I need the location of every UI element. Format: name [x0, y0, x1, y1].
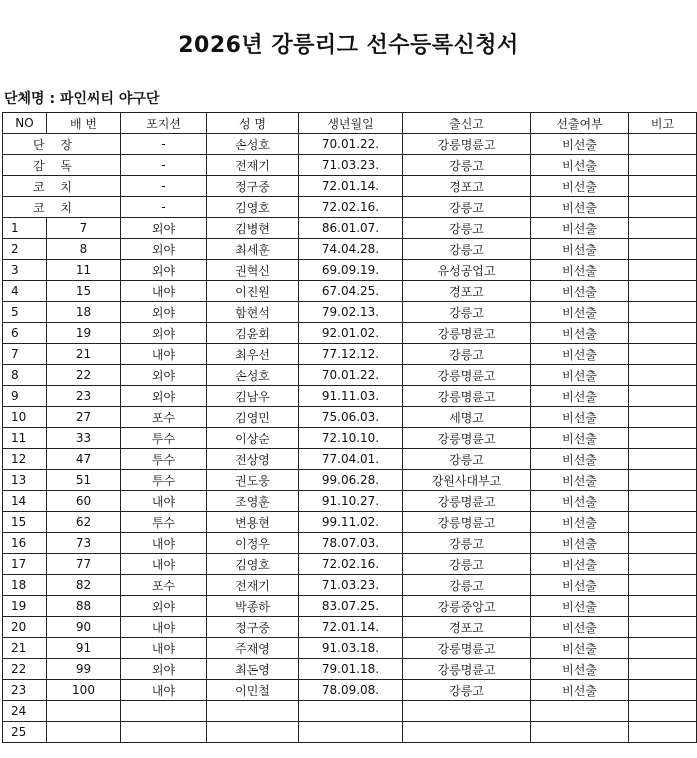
col-header-birth: 생년월일: [299, 113, 403, 134]
player-number: 51: [47, 470, 121, 491]
player-no: 5: [3, 302, 47, 323]
player-row: [3, 218, 697, 239]
staff-row: [3, 176, 697, 197]
player-status: 비선출: [531, 617, 629, 638]
player-number: 73: [47, 533, 121, 554]
player-position: 내야: [121, 638, 207, 659]
player-name: 최세훈: [207, 239, 299, 260]
player-name: 이진원: [207, 281, 299, 302]
col-header-school: 출신고: [403, 113, 531, 134]
player-row: [3, 575, 697, 596]
player-position: 포수: [121, 407, 207, 428]
player-status: 비선출: [531, 638, 629, 659]
player-no: 4: [3, 281, 47, 302]
player-position: 투수: [121, 449, 207, 470]
player-birth: 70.01.22.: [299, 365, 403, 386]
player-position: 내야: [121, 533, 207, 554]
staff-position: -: [121, 155, 207, 176]
player-position: 내야: [121, 344, 207, 365]
player-school: 강릉명륜고: [403, 638, 531, 659]
player-position: 투수: [121, 470, 207, 491]
player-name: 권혁신: [207, 260, 299, 281]
player-position: 포수: [121, 575, 207, 596]
player-note: [629, 701, 697, 722]
player-birth: 77.04.01.: [299, 449, 403, 470]
player-number: 21: [47, 344, 121, 365]
player-no: 9: [3, 386, 47, 407]
player-school: 강릉명륜고: [403, 428, 531, 449]
player-note: [629, 575, 697, 596]
player-row: [3, 428, 697, 449]
player-position: 외야: [121, 659, 207, 680]
staff-birth: 72.02.16.: [299, 197, 403, 218]
player-no: 20: [3, 617, 47, 638]
player-name: 조영훈: [207, 491, 299, 512]
player-no: 10: [3, 407, 47, 428]
player-row: [3, 491, 697, 512]
player-status: 비선출: [531, 323, 629, 344]
player-note: [629, 344, 697, 365]
player-row: [3, 386, 697, 407]
player-school: 강릉고: [403, 533, 531, 554]
player-birth: 77.12.12.: [299, 344, 403, 365]
player-birth: 67.04.25.: [299, 281, 403, 302]
player-position: 외야: [121, 386, 207, 407]
player-school: 유성공업고: [403, 260, 531, 281]
player-name: 정구중: [207, 617, 299, 638]
player-school: 세명고: [403, 407, 531, 428]
player-no: 25: [3, 722, 47, 743]
player-no: 13: [3, 470, 47, 491]
player-number: 82: [47, 575, 121, 596]
player-number: 100: [47, 680, 121, 701]
player-number: 18: [47, 302, 121, 323]
player-birth: 99.06.28.: [299, 470, 403, 491]
player-birth: 75.06.03.: [299, 407, 403, 428]
player-school: 강릉고: [403, 218, 531, 239]
player-no: 17: [3, 554, 47, 575]
player-status: 비선출: [531, 512, 629, 533]
player-number: [47, 722, 121, 743]
player-note: [629, 638, 697, 659]
player-status: 비선출: [531, 428, 629, 449]
player-note: [629, 554, 697, 575]
staff-status: 비선출: [531, 197, 629, 218]
player-number: 91: [47, 638, 121, 659]
player-row: [3, 449, 697, 470]
player-status: 비선출: [531, 575, 629, 596]
player-number: [47, 701, 121, 722]
player-position: 투수: [121, 428, 207, 449]
player-note: [629, 722, 697, 743]
player-name: [207, 701, 299, 722]
player-name: 주재영: [207, 638, 299, 659]
player-note: [629, 680, 697, 701]
player-number: 11: [47, 260, 121, 281]
player-school: [403, 722, 531, 743]
player-name: 김영호: [207, 554, 299, 575]
player-birth: 72.01.14.: [299, 617, 403, 638]
player-birth: 69.09.19.: [299, 260, 403, 281]
staff-row: [3, 134, 697, 155]
player-birth: 91.03.18.: [299, 638, 403, 659]
player-birth: 79.01.18.: [299, 659, 403, 680]
player-school: 강릉고: [403, 575, 531, 596]
player-position: 외야: [121, 260, 207, 281]
player-birth: 99.11.02.: [299, 512, 403, 533]
player-name: [207, 722, 299, 743]
player-status: 비선출: [531, 596, 629, 617]
player-row: [3, 344, 697, 365]
player-note: [629, 512, 697, 533]
player-position: 내야: [121, 554, 207, 575]
player-note: [629, 617, 697, 638]
player-number: 27: [47, 407, 121, 428]
staff-school: 강릉고: [403, 197, 531, 218]
staff-birth: 70.01.22.: [299, 134, 403, 155]
staff-name: 김영호: [207, 197, 299, 218]
player-row: [3, 617, 697, 638]
staff-name: 정구중: [207, 176, 299, 197]
player-birth: 78.07.03.: [299, 533, 403, 554]
page-title: 2026년 강릉리그 선수등록신청서: [178, 33, 519, 58]
player-birth: 79.02.13.: [299, 302, 403, 323]
col-header-no: NO: [3, 113, 47, 134]
player-note: [629, 659, 697, 680]
staff-note: [629, 155, 697, 176]
player-position: 외야: [121, 218, 207, 239]
player-name: 전재기: [207, 575, 299, 596]
player-position: 내야: [121, 680, 207, 701]
player-row: [3, 638, 697, 659]
player-no: 21: [3, 638, 47, 659]
player-note: [629, 260, 697, 281]
player-no: 19: [3, 596, 47, 617]
player-position: 외야: [121, 596, 207, 617]
player-school: 경포고: [403, 281, 531, 302]
player-birth: 78.09.08.: [299, 680, 403, 701]
player-school: 강릉고: [403, 449, 531, 470]
player-status: 비선출: [531, 680, 629, 701]
player-note: [629, 365, 697, 386]
staff-status: 비선출: [531, 134, 629, 155]
staff-position: -: [121, 134, 207, 155]
player-status: 비선출: [531, 659, 629, 680]
player-status: 비선출: [531, 218, 629, 239]
player-note: [629, 239, 697, 260]
player-name: 이정우: [207, 533, 299, 554]
player-note: [629, 323, 697, 344]
player-status: 비선출: [531, 491, 629, 512]
player-row: [3, 680, 697, 701]
player-status: 비선출: [531, 470, 629, 491]
player-note: [629, 218, 697, 239]
player-position: 외야: [121, 365, 207, 386]
player-name: 함현석: [207, 302, 299, 323]
player-name: 이상순: [207, 428, 299, 449]
player-note: [629, 491, 697, 512]
staff-status: 비선출: [531, 176, 629, 197]
player-status: [531, 701, 629, 722]
player-school: 경포고: [403, 617, 531, 638]
player-no: 7: [3, 344, 47, 365]
player-no: 14: [3, 491, 47, 512]
player-number: 77: [47, 554, 121, 575]
player-position: [121, 722, 207, 743]
player-position: 외야: [121, 239, 207, 260]
player-row: [3, 701, 697, 722]
player-number: 15: [47, 281, 121, 302]
player-birth: 86.01.07.: [299, 218, 403, 239]
player-number: 88: [47, 596, 121, 617]
player-note: [629, 386, 697, 407]
player-status: 비선출: [531, 554, 629, 575]
player-name: 전상영: [207, 449, 299, 470]
player-name: 최우선: [207, 344, 299, 365]
player-name: 변용현: [207, 512, 299, 533]
player-birth: [299, 722, 403, 743]
player-no: 12: [3, 449, 47, 470]
player-birth: 72.02.16.: [299, 554, 403, 575]
player-school: 강릉명륜고: [403, 323, 531, 344]
staff-role: 단 장: [3, 134, 121, 155]
player-name: 김영민: [207, 407, 299, 428]
player-note: [629, 302, 697, 323]
player-name: 권도웅: [207, 470, 299, 491]
player-school: 강릉중앙고: [403, 596, 531, 617]
player-number: 8: [47, 239, 121, 260]
player-school: 강릉명륜고: [403, 512, 531, 533]
table-header-row: [3, 113, 697, 134]
staff-name: 손성호: [207, 134, 299, 155]
player-no: 23: [3, 680, 47, 701]
player-number: 19: [47, 323, 121, 344]
player-position: 내야: [121, 617, 207, 638]
player-school: 강원사대부고: [403, 470, 531, 491]
staff-row: [3, 197, 697, 218]
player-row: [3, 239, 697, 260]
staff-note: [629, 176, 697, 197]
player-name: 손성호: [207, 365, 299, 386]
player-birth: 71.03.23.: [299, 575, 403, 596]
player-status: [531, 722, 629, 743]
player-status: 비선출: [531, 260, 629, 281]
player-row: [3, 281, 697, 302]
player-position: 내야: [121, 281, 207, 302]
staff-name: 전재기: [207, 155, 299, 176]
col-header-status: 선출여부: [531, 113, 629, 134]
player-name: 박종하: [207, 596, 299, 617]
player-school: 강릉명륜고: [403, 386, 531, 407]
player-row: [3, 365, 697, 386]
player-row: [3, 470, 697, 491]
player-note: [629, 533, 697, 554]
player-birth: 91.10.27.: [299, 491, 403, 512]
player-number: 23: [47, 386, 121, 407]
player-status: 비선출: [531, 533, 629, 554]
player-school: 강릉고: [403, 680, 531, 701]
player-number: 62: [47, 512, 121, 533]
player-row: [3, 596, 697, 617]
player-school: 강릉고: [403, 239, 531, 260]
staff-position: -: [121, 176, 207, 197]
staff-school: 강릉고: [403, 155, 531, 176]
staff-role: 코 치: [3, 176, 121, 197]
player-no: 18: [3, 575, 47, 596]
player-birth: [299, 701, 403, 722]
player-status: 비선출: [531, 365, 629, 386]
registration-table: [2, 112, 697, 743]
team-name-label: 단체명 : 파인씨티 야구단: [4, 91, 160, 107]
player-number: 99: [47, 659, 121, 680]
staff-birth: 71.03.23.: [299, 155, 403, 176]
staff-role: 감 독: [3, 155, 121, 176]
player-name: 최돈영: [207, 659, 299, 680]
staff-note: [629, 197, 697, 218]
player-note: [629, 281, 697, 302]
player-school: [403, 701, 531, 722]
player-row: [3, 323, 697, 344]
player-status: 비선출: [531, 281, 629, 302]
staff-birth: 72.01.14.: [299, 176, 403, 197]
staff-note: [629, 134, 697, 155]
player-school: 강릉명륜고: [403, 491, 531, 512]
player-note: [629, 407, 697, 428]
col-header-name: 성 명: [207, 113, 299, 134]
player-no: 6: [3, 323, 47, 344]
player-name: 김남우: [207, 386, 299, 407]
player-no: 8: [3, 365, 47, 386]
player-row: [3, 512, 697, 533]
player-birth: 83.07.25.: [299, 596, 403, 617]
player-row: [3, 659, 697, 680]
player-row: [3, 722, 697, 743]
player-number: 22: [47, 365, 121, 386]
player-note: [629, 470, 697, 491]
player-no: 22: [3, 659, 47, 680]
player-no: 1: [3, 218, 47, 239]
col-header-position: 포지션: [121, 113, 207, 134]
player-no: 16: [3, 533, 47, 554]
player-status: 비선출: [531, 239, 629, 260]
player-number: 33: [47, 428, 121, 449]
player-no: 24: [3, 701, 47, 722]
player-number: 7: [47, 218, 121, 239]
player-position: 투수: [121, 512, 207, 533]
player-no: 15: [3, 512, 47, 533]
staff-school: 경포고: [403, 176, 531, 197]
player-position: 외야: [121, 302, 207, 323]
player-no: 2: [3, 239, 47, 260]
player-status: 비선출: [531, 386, 629, 407]
player-birth: 92.01.02.: [299, 323, 403, 344]
staff-school: 강릉명륜고: [403, 134, 531, 155]
player-birth: 74.04.28.: [299, 239, 403, 260]
player-note: [629, 428, 697, 449]
player-row: [3, 260, 697, 281]
player-birth: 72.10.10.: [299, 428, 403, 449]
player-status: 비선출: [531, 449, 629, 470]
player-position: [121, 701, 207, 722]
player-position: 외야: [121, 323, 207, 344]
player-school: 강릉고: [403, 344, 531, 365]
player-no: 3: [3, 260, 47, 281]
player-status: 비선출: [531, 302, 629, 323]
player-name: 김윤회: [207, 323, 299, 344]
col-header-number: 배 번: [47, 113, 121, 134]
player-note: [629, 596, 697, 617]
player-name: 이민철: [207, 680, 299, 701]
player-school: 강릉고: [403, 554, 531, 575]
player-note: [629, 449, 697, 470]
player-birth: 91.11.03.: [299, 386, 403, 407]
player-number: 60: [47, 491, 121, 512]
player-position: 내야: [121, 491, 207, 512]
staff-role: 코 치: [3, 197, 121, 218]
player-row: [3, 407, 697, 428]
player-school: 강릉명륜고: [403, 365, 531, 386]
staff-status: 비선출: [531, 155, 629, 176]
player-number: 47: [47, 449, 121, 470]
player-status: 비선출: [531, 407, 629, 428]
player-status: 비선출: [531, 344, 629, 365]
player-number: 90: [47, 617, 121, 638]
player-row: [3, 302, 697, 323]
player-school: 강릉고: [403, 302, 531, 323]
player-row: [3, 554, 697, 575]
player-name: 김병현: [207, 218, 299, 239]
staff-position: -: [121, 197, 207, 218]
col-header-note: 비고: [629, 113, 697, 134]
staff-row: [3, 155, 697, 176]
player-no: 11: [3, 428, 47, 449]
player-school: 강릉명륜고: [403, 659, 531, 680]
player-row: [3, 533, 697, 554]
